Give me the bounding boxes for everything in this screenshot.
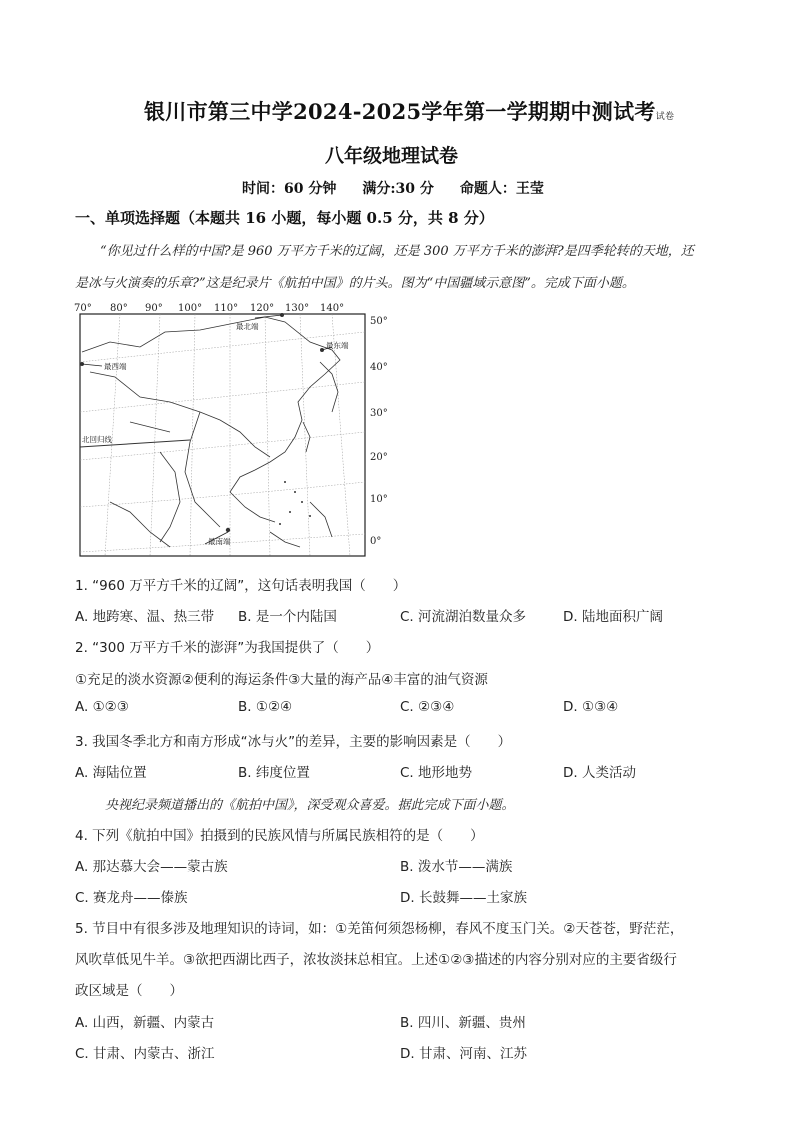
section-intro-line1: “你见过什么样的中国?是 960 万平方千米的辽阔，还是 300 万平方千米的澎湃?是四季轮转的天地，还: [100, 244, 694, 259]
question-5-stem-line3: 政区域是（ ）: [75, 983, 183, 999]
exam-title-main: 银川市第三中学2024-2025学年第一学期期中测试考: [144, 99, 656, 124]
question-5-option-a[interactable]: A. 山西，新疆、内蒙古: [75, 1015, 215, 1031]
question-2-option-c[interactable]: C. ②③④: [400, 699, 455, 715]
exam-time: 时间：60 分钟: [242, 181, 337, 197]
lat-tick-40: 40°: [370, 362, 388, 373]
question-2-option-d[interactable]: D. ①③④: [563, 699, 619, 715]
lat-tick-20: 20°: [370, 452, 388, 463]
question-5-stem-line1: 5. 节目中有很多涉及地理知识的诗词，如：①羌笛何须怨杨柳，春风不度玉门关。②天苍苍，野茫茫，: [75, 921, 684, 937]
exam-author: 命题人：王莹: [459, 181, 544, 197]
question-2-statements: ①充足的淡水资源②便利的海运条件③大量的海产品④丰富的油气资源: [75, 672, 488, 688]
question-1-option-b[interactable]: B. 是一个内陆国: [238, 609, 337, 625]
lon-tick-140: 140°: [320, 303, 345, 314]
lon-tick-120: 120°: [250, 303, 275, 314]
exam-subtitle: 八年级地理试卷: [325, 145, 459, 167]
map-label-tropic: 北回归线: [82, 435, 112, 444]
lon-tick-110: 110°: [214, 303, 239, 314]
question-3-option-a[interactable]: A. 海陆位置: [75, 765, 147, 781]
question-5-option-d[interactable]: D. 甘肃、河南、江苏: [400, 1046, 527, 1062]
china-territory-map: [70, 302, 400, 564]
question-2-stem: 2. “300 万平方千米的澎湃”为我国提供了（ ）: [75, 640, 380, 656]
question-4-option-d[interactable]: D. 长鼓舞——土家族: [400, 890, 527, 906]
section-intro-2: 央视纪录频道播出的《航拍中国》，深受观众喜爱。据此完成下面小题。: [105, 798, 515, 813]
lon-tick-130: 130°: [285, 303, 310, 314]
lon-tick-80: 80°: [110, 303, 128, 314]
exam-title: [144, 96, 674, 126]
map-svg: [70, 302, 400, 564]
map-label-south: 最南端: [208, 537, 231, 546]
question-2-option-b[interactable]: B. ①②④: [238, 699, 293, 715]
map-label-north: 最北端: [236, 322, 259, 331]
question-3-option-b[interactable]: B. 纬度位置: [238, 765, 310, 781]
question-1-option-d[interactable]: D. 陆地面积广阔: [563, 609, 663, 625]
lat-tick-10: 10°: [370, 494, 388, 505]
map-label-east: 最东端: [326, 341, 349, 350]
question-4-stem: 4. 下列《航拍中国》拍摄到的民族风情与所属民族相符的是（ ）: [75, 828, 484, 844]
question-5-option-c[interactable]: C. 甘肃、内蒙古、浙江: [75, 1046, 215, 1062]
question-3-option-c[interactable]: C. 地形地势: [400, 765, 473, 781]
lat-tick-0: 0°: [370, 536, 382, 547]
lon-tick-90: 90°: [145, 303, 163, 314]
section-intro-line2: 是冰与火演奏的乐章?”这是纪录片《航拍中国》的片头。图为“中国疆域示意图”。完成下面小题。: [75, 276, 635, 291]
question-2-option-a[interactable]: A. ①②③: [75, 699, 129, 715]
lat-tick-50: 50°: [370, 316, 388, 327]
lon-tick-70: 70°: [74, 303, 92, 314]
exam-score: 满分:30 分: [362, 181, 434, 197]
question-4-option-a[interactable]: A. 那达慕大会——蒙古族: [75, 859, 228, 875]
exam-title-suffix: 试卷: [655, 112, 675, 122]
question-3-option-d[interactable]: D. 人类活动: [563, 765, 636, 781]
question-3-stem: 3. 我国冬季北方和南方形成“冰与火”的差异，主要的影响因素是（ ）: [75, 734, 512, 750]
question-5-option-b[interactable]: B. 四川、新疆、贵州: [400, 1015, 526, 1031]
question-1-stem: 1. “960 万平方千米的辽阔”，这句话表明我国（ ）: [75, 578, 407, 594]
lon-tick-100: 100°: [178, 303, 203, 314]
question-4-option-c[interactable]: C. 赛龙舟——傣族: [75, 890, 188, 906]
lat-tick-30: 30°: [370, 408, 388, 419]
question-1-option-c[interactable]: C. 河流湖泊数量众多: [400, 609, 527, 625]
question-1-option-a[interactable]: A. 地跨寒、温、热三带: [75, 609, 215, 625]
map-label-west: 最西端: [104, 362, 127, 371]
section-heading: 一、单项选择题（本题共 16 小题，每小题 0.5 分，共 8 分）: [75, 209, 494, 227]
question-5-stem-line2: 风吹草低见牛羊。③欲把西湖比西子，浓妆淡抹总相宜。上述①②③描述的内容分别对应的主要省级行: [75, 952, 677, 968]
exam-meta: [242, 178, 544, 198]
question-4-option-b[interactable]: B. 泼水节——满族: [400, 859, 513, 875]
